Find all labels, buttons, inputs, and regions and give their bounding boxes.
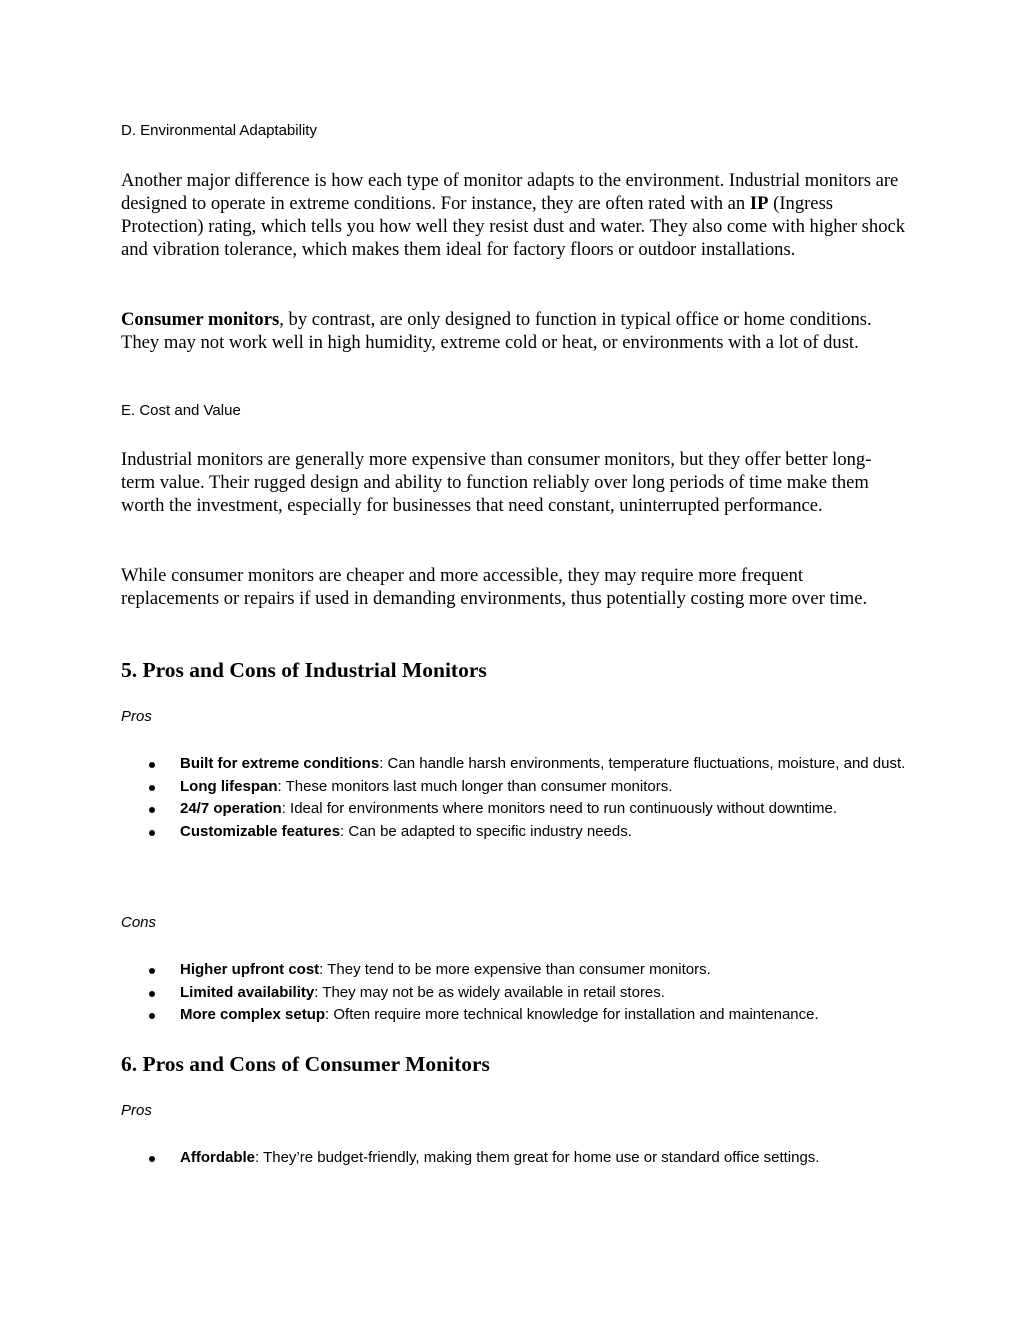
list-item <box>121 821 911 844</box>
paragraph-text: (Ingress Protection) rating, which tells you how well they resist dust and water. They also come with higher shock and vibration tolerance, which makes them ideal for factory floors or outdoor installations. <box>121 193 906 260</box>
section-5-cons-list <box>121 959 911 1027</box>
list-item <box>121 776 911 799</box>
bullet-icon <box>149 762 155 768</box>
section-6-pros-label: Pros <box>121 1102 152 1119</box>
list-item-bold: Built for extreme conditions <box>180 755 380 772</box>
list-item-bold: More complex setup <box>180 1006 326 1023</box>
ip-term: IP <box>749 193 769 214</box>
list-item <box>121 982 911 1005</box>
list-item-text: : Can be adapted to specific industry needs. <box>340 822 632 840</box>
section-6-title: 6. Pros and Cons of Consumer Monitors <box>121 1052 490 1076</box>
list-item-bold: Affordable <box>180 1149 255 1166</box>
bullet-icon <box>149 1013 155 1019</box>
section-5-pros-label: Pros <box>121 708 152 725</box>
section-d-paragraph-2 <box>121 308 891 354</box>
list-item <box>121 1147 881 1170</box>
bullet-icon <box>149 807 155 813</box>
bullet-icon <box>149 830 155 836</box>
bullet-icon <box>149 1156 155 1162</box>
list-item-text: : These monitors last much longer than consumer monitors. <box>277 777 673 795</box>
paragraph-text: Another major difference is how each type of monitor adapts to the environment. Industrial monitors are designed to operate in extreme conditions. For instance, they are often rated with an <box>121 170 899 214</box>
list-item <box>121 959 911 982</box>
section-e-paragraph-2: While consumer monitors are cheaper and more accessible, they may require more frequent replacements or repairs if used in demanding environments, thus potentially costing more over time. <box>121 565 868 609</box>
list-item-text: : Ideal for environments where monitors need to run continuously without downtime. <box>281 800 837 817</box>
list-item-text: : They’re budget-friendly, making them great for home use or standard office settings. <box>255 1149 820 1166</box>
list-item-bold: Higher upfront cost <box>180 961 320 978</box>
consumer-monitors-term: Consumer monitors <box>121 309 280 330</box>
bullet-icon <box>149 968 155 974</box>
section-5-title: 5. Pros and Cons of Industrial Monitors <box>121 658 487 682</box>
list-item <box>121 798 911 821</box>
list-item-text: : They tend to be more expensive than consumer monitors. <box>319 961 711 978</box>
section-6-pros-list <box>121 1147 881 1170</box>
list-item-bold: Long lifespan <box>180 777 278 795</box>
section-5-cons-label: Cons <box>121 914 157 931</box>
list-item-text: : They may not be as widely available in retail stores. <box>314 983 665 1001</box>
list-item-bold: 24/7 operation <box>180 800 282 817</box>
section-d-paragraph-1 <box>121 169 911 261</box>
list-item <box>121 753 911 776</box>
list-item-bold: Limited availability <box>180 983 315 1001</box>
list-item-text: : Often require more technical knowledge for installation and maintenance. <box>325 1006 819 1023</box>
bullet-icon <box>149 785 155 791</box>
paragraph-text: , by contrast, are only designed to function in typical office or home conditions. They may not work well in high humidity, extreme cold or heat, or environments with a lot of dust. <box>121 309 872 353</box>
section-e-paragraph-1: Industrial monitors are generally more expensive than consumer monitors, but they offer better long-term value. Their rugged design and ability to function reliably over long periods of time make them worth the investment, especially for businesses that need constant, uninterrupted performance. <box>121 449 872 516</box>
bullet-icon <box>149 991 155 997</box>
list-item <box>121 1004 911 1027</box>
section-d-heading: D. Environmental Adaptability <box>121 122 317 139</box>
list-item-text: : Can handle harsh environments, temperature fluctuations, moisture, and dust. <box>379 755 906 772</box>
list-item-bold: Customizable features <box>180 822 341 840</box>
section-e-heading: E. Cost and Value <box>121 402 241 419</box>
section-5-pros-list <box>121 753 911 843</box>
